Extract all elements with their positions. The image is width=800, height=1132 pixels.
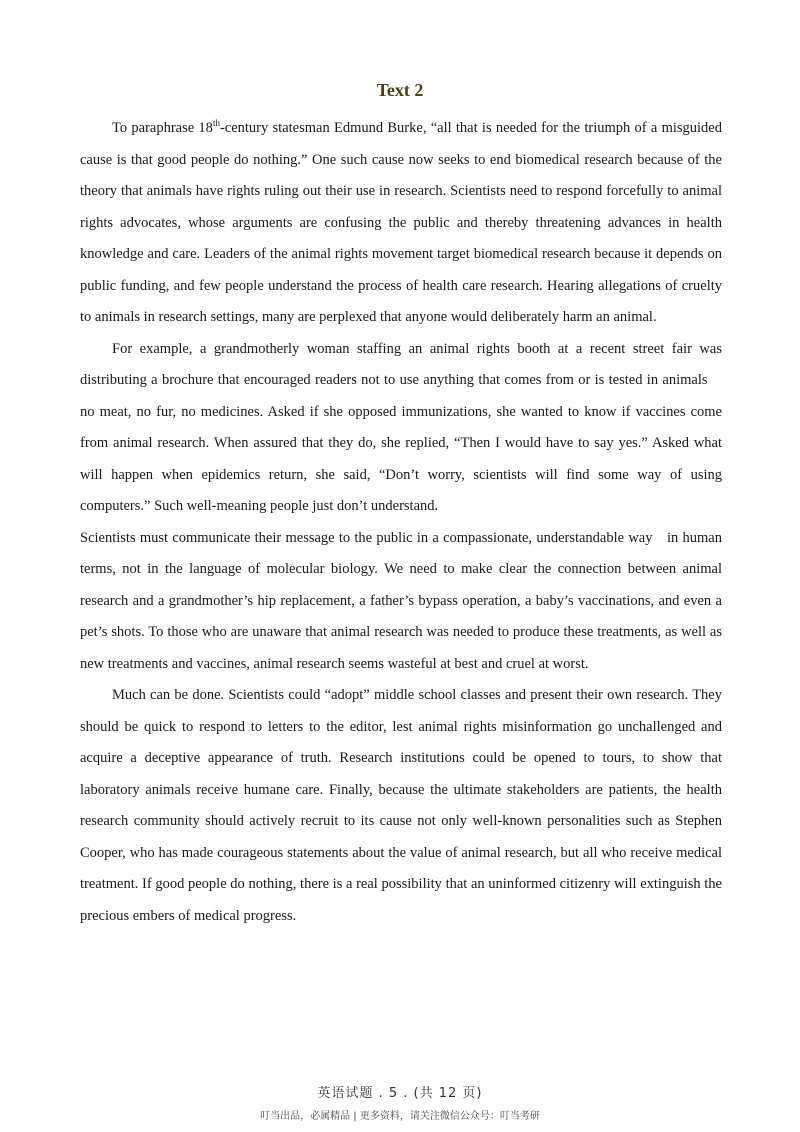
footer-note: 叮当出品，必属精品 | 更多资料，请关注微信公众号：叮当考研 <box>260 1111 540 1122</box>
paragraph-2: For example, a grandmotherly woman staffing an animal rights booth at a recent street fair was distributing a brochure that encouraged readers not to use anything that comes from or is tested in animals no meat, no fur, no medicines. Asked if she opposed immunizations, she wanted to know if vaccines come from animal research. When assured that they do, she replied, “Then I would have to say yes.” Asked what will happen when epidemics return, she said, “Don’t worry, scientists will find some way of using computers.” Such well-meaning people just don’t understand. <box>80 340 722 514</box>
paragraph-4: Much can be done. Scientists could “adopt” middle school classes and present their own research. They should be quick to respond to letters to the editor, lest animal rights misinformation go unchallenged and acquire a deceptive appearance of truth. Research institutions could be opened to tours, to show that laboratory animals receive humane care. Finally, because the ultimate stakeholders are patients, the health research community should actively recruit to its cause not only well-known personalities such as Stephen Cooper, who has made courageous statements about the value of animal research, but all who receive medical treatment. If good people do nothing, there is a real possibility that an uninformed citizenry will extinguish the precious embers of medical progress. <box>80 687 722 924</box>
paragraph-1-rest: -century statesman Edmund Burke, “all that is needed for the triumph of a misguided cause is that good people do nothing.” One such cause now seeks to end biomedical research because of the theory that animals have rights ruling out their use in research. Scientists need to respond forcefully to animal rights advocates, whose arguments are confusing the public and thereby threatening advances in health knowledge and care. Leaders of the animal rights movement target biomedical research because it depends on public funding, and few people understand the process of health care research. Hearing allegations of cruelty to animals in research settings, many are perplexed that anyone would deliberately harm an animal. <box>80 120 722 325</box>
page-number: 英语试题 . 5 . (共 12 页) <box>317 1086 483 1101</box>
passage-body <box>80 113 722 932</box>
paragraph-1 <box>80 113 722 334</box>
paragraph-1-prefix: To paraphrase 18 <box>112 120 213 136</box>
page-title: Text 2 <box>376 80 424 100</box>
ordinal-suffix: th <box>212 118 220 129</box>
paragraph-3: Scientists must communicate their message to the public in a compassionate, understandable way in human terms, not in the language of molecular biology. We need to make clear the connection between animal research and a grandmother’s hip replacement, a father’s bypass operation, a baby’s vaccinations, and even a pet’s shots. To those who are unaware that animal research was needed to produce these treatments, as well as new treatments and vaccines, animal research seems wasteful at best and cruel at worst. <box>80 529 722 672</box>
